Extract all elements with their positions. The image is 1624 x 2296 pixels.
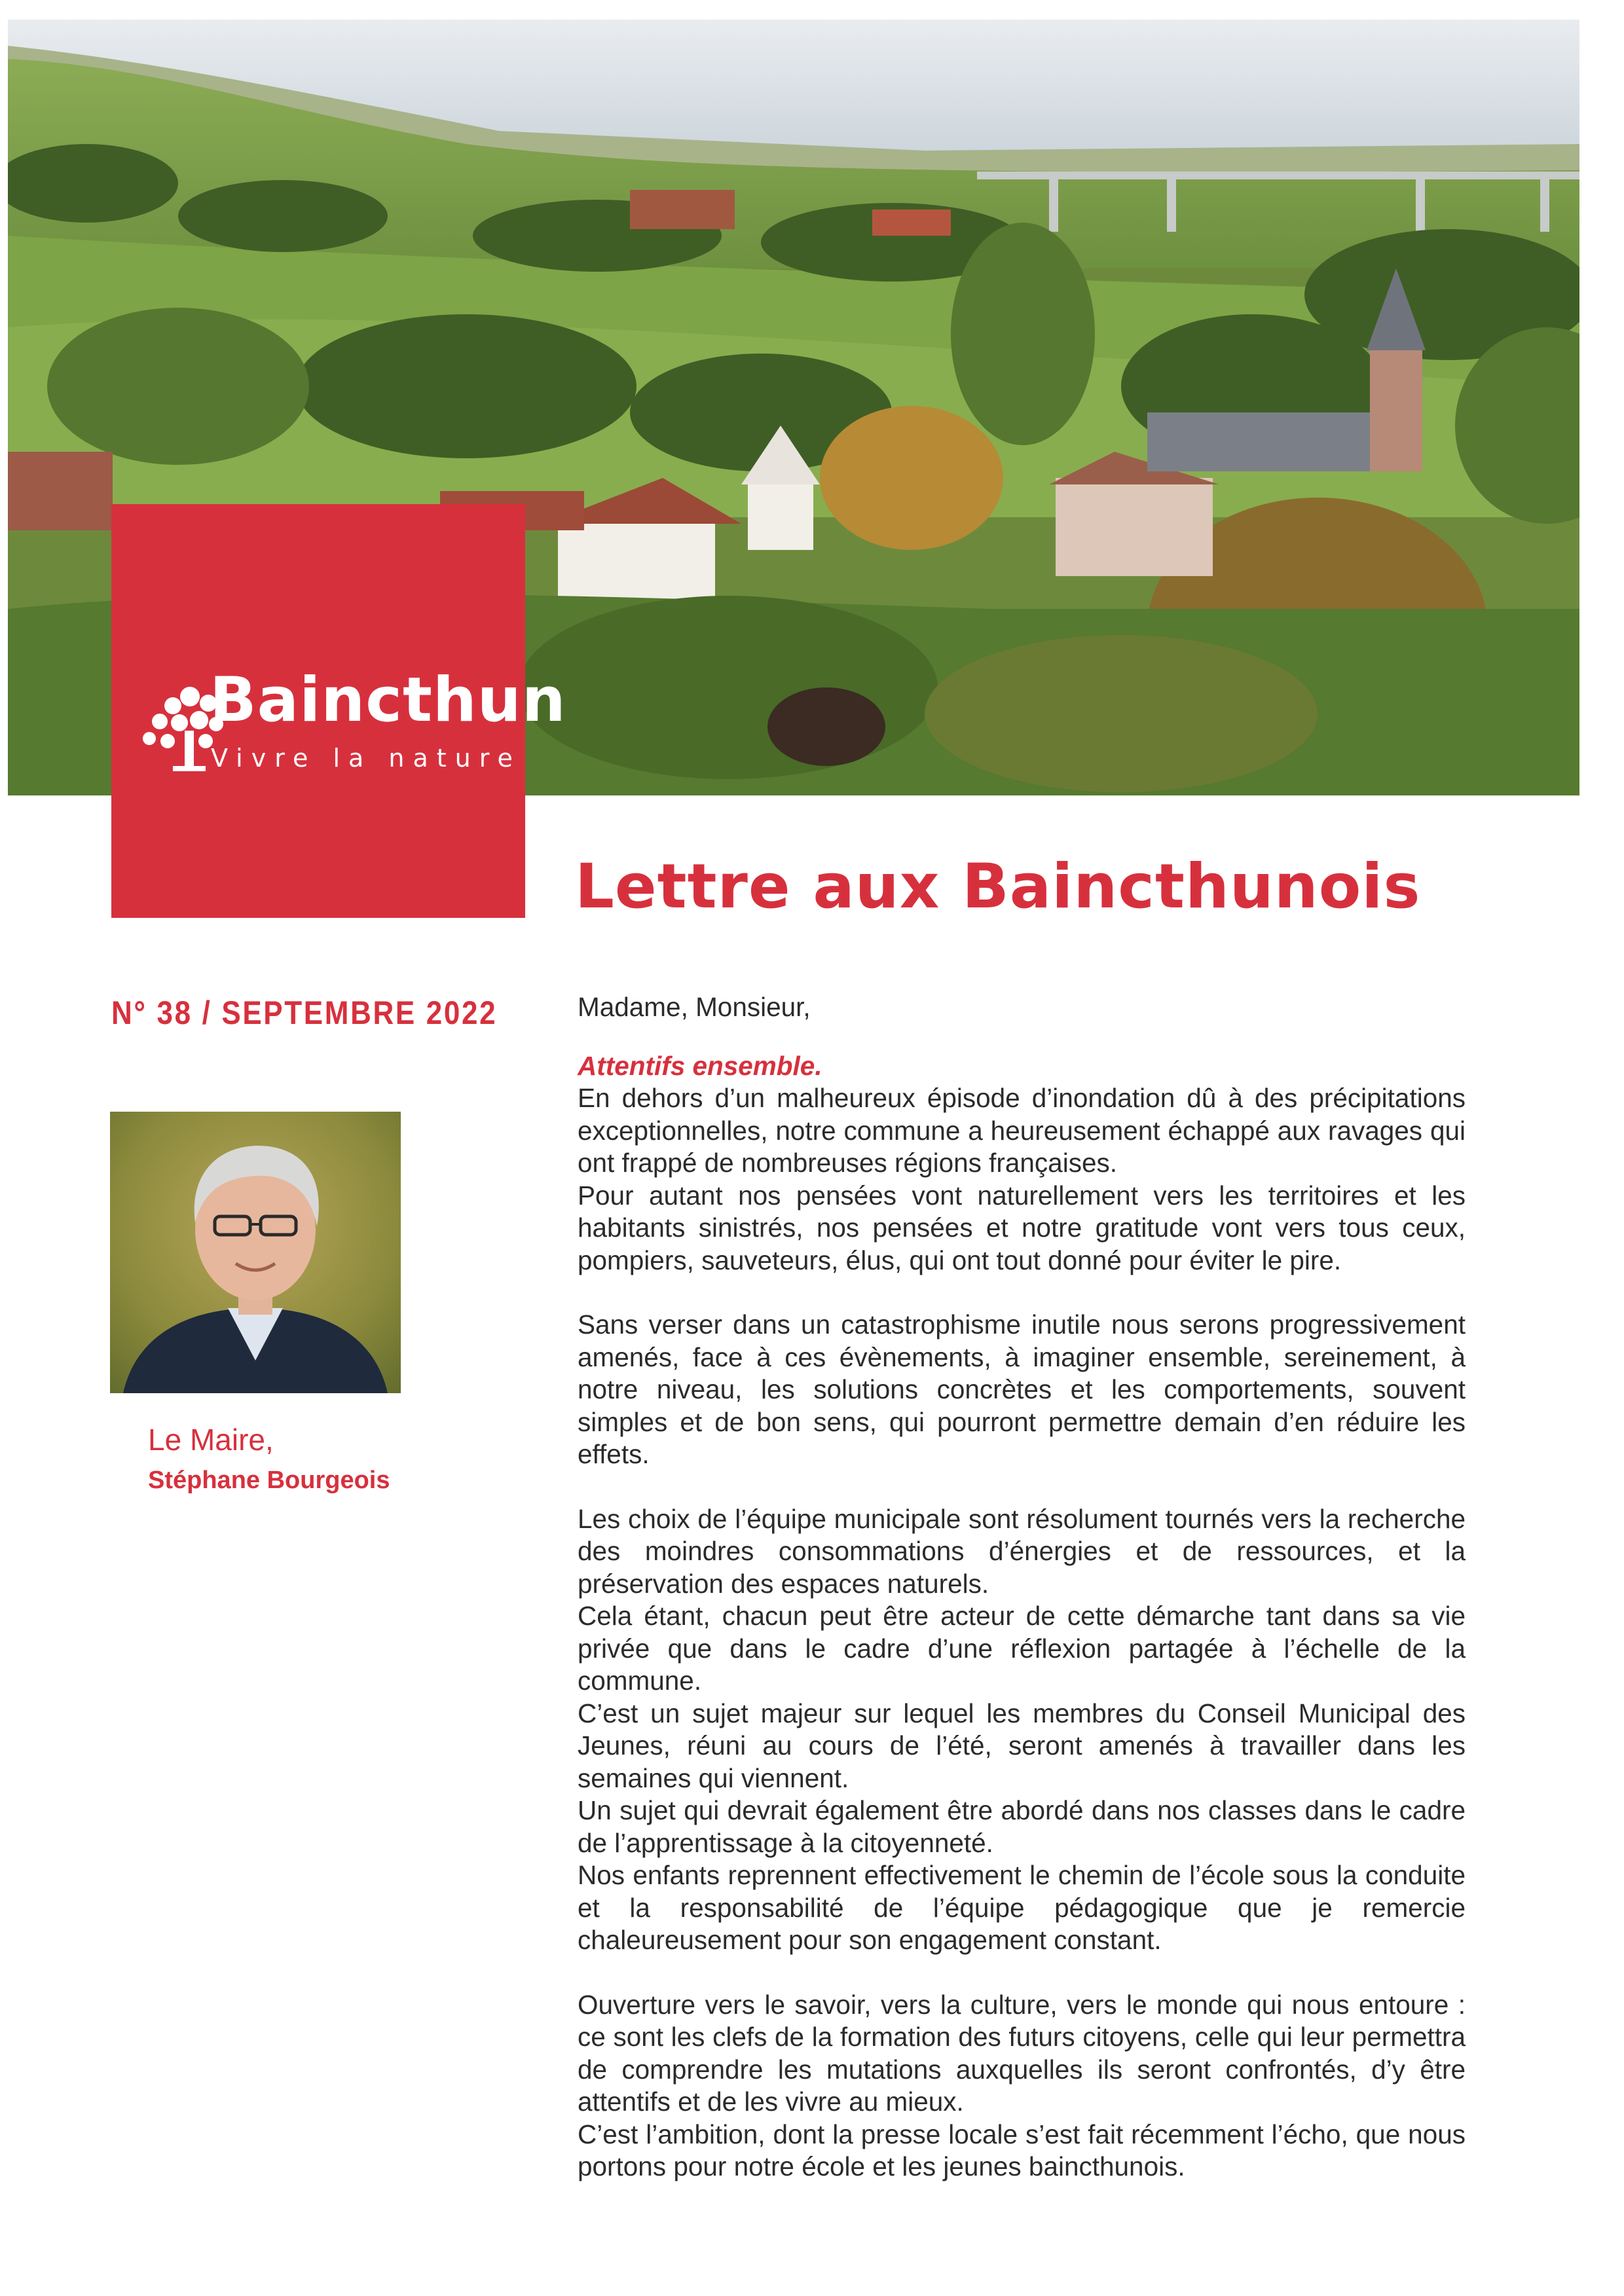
- brand-logo-block: [111, 504, 566, 918]
- mayor-role: Le Maire,: [148, 1423, 274, 1457]
- letter-paragraph: C’est l’ambition, dont la presse locale s’est fait récemment l’écho, que nous portons pour notre école et les jeunes baincthunois.: [578, 2119, 1466, 2181]
- letter-paragraph: Pour autant nos pensées vont naturellement vers les territoires et les habitants sinistrés, nos pensées et notre gratitude vont vers tous ceux, pompiers, sauveteurs, élus, qui ont tout donné pour éviter le pire.: [578, 1180, 1466, 1275]
- letter-paragraph: Un sujet qui devrait également être abordé dans nos classes dans le cadre de l’apprentissage à la citoyenneté.: [578, 1795, 1466, 1858]
- letter-salutation: Madame, Monsieur,: [578, 992, 811, 1022]
- brand-tagline: Vivre la nature: [211, 744, 521, 773]
- mayor-portrait-photo: [110, 1112, 401, 1393]
- letter-body: [578, 991, 1466, 2183]
- letter-heading: Attentifs ensemble.: [578, 1050, 822, 1081]
- letter-paragraph: Cela étant, chacun peut être acteur de cette démarche tant dans sa vie privée que dans le cadre d’une réflexion partagée à l’échelle de la commune.: [578, 1601, 1466, 1696]
- letter-paragraph: En dehors d’un malheureux épisode d’inondation dû à des précipitations exceptionnelles, notre commune a heureusement échappé aux ravages qui ont frappé de nombreuses régions françaises.: [578, 1083, 1466, 1178]
- letter-paragraph: Sans verser dans un catastrophisme inutile nous serons progressivement amenés, face à ces évènements, à imaginer ensemble, sereinement, à notre niveau, les solutions concrètes et les comportements, souvent simples et de bon sens, qui pourront permettre demain d’en réduire les effets.: [578, 1309, 1466, 1469]
- letter-paragraph: C’est un sujet majeur sur lequel les membres du Conseil Municipal des Jeunes, réuni au cours de l’été, seront amenés à travailler dans les semaines qui viennent.: [578, 1698, 1466, 1793]
- mayor-name: Stéphane Bourgeois: [148, 1467, 390, 1494]
- letter-paragraph: Ouverture vers le savoir, vers la culture, vers le monde qui nous entoure : ce sont les clefs de la formation des futurs citoyens, celle qui leur permettra de comprendre les mutations auxquelles ils seront confrontés, d’y être attentifs et de les vivre au mieux.: [578, 1989, 1466, 2117]
- letter-paragraph: Nos enfants reprennent effectivement le chemin de l’école sous la conduite et la responsabilité de l’équipe pédagogique que je remercie chaleureusement pour son engagement constant.: [578, 1860, 1466, 1955]
- newsletter-title: Lettre aux Baincthunois: [575, 851, 1421, 922]
- portrait-illustration: [110, 1112, 401, 1393]
- letter-paragraph: Les choix de l’équipe municipale sont résolument tournés vers la recherche des moindres consommations d’énergies et de ressources, et la préservation des espaces naturels.: [578, 1503, 1466, 1599]
- issue-number: N° 38 / SEPTEMBRE 2022: [111, 994, 498, 1031]
- brand-name: Baincthun: [210, 665, 566, 736]
